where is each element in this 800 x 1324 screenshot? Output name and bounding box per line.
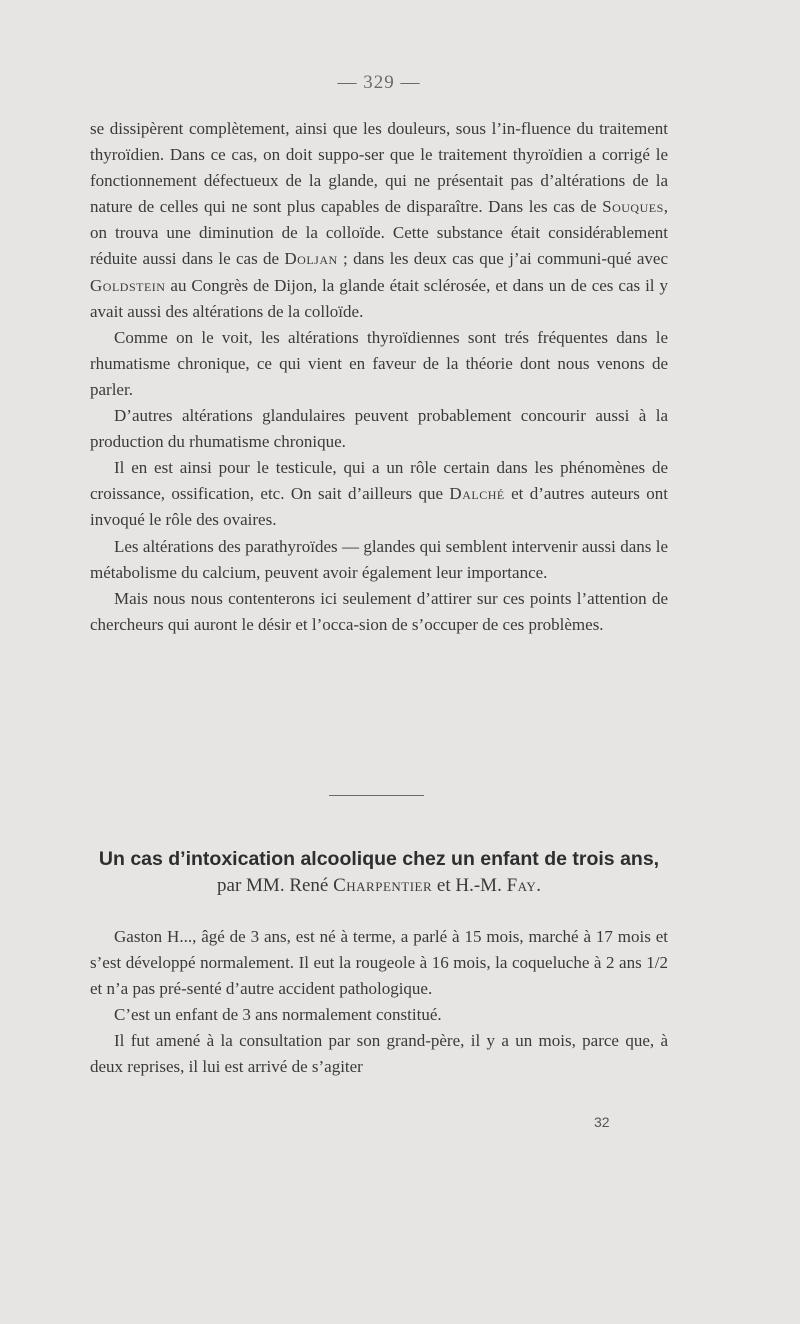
paragraph: Gaston H..., âgé de 3 ans, est né à terme, a parlé à 15 mois, marché à 17 mois et s’est développé normalement. Il eut la rougeole à 16 mois, la coqueluche à 2 ans 1/2 et n’a pas pré-senté d’autre accident pathologique. xyxy=(90,927,668,999)
paragraph: D’autres altérations glandulaires peuvent probablement concourir aussi à la production du rhumatisme chronique. xyxy=(90,406,668,452)
author-name: Fay xyxy=(506,875,537,896)
body-text-lower xyxy=(90,924,668,1081)
section-divider xyxy=(329,795,424,796)
paragraph: Les altérations des parathyroïdes — glandes qui semblent intervenir aussi dans le métabolisme du calcium, peuvent avoir également leur importance. xyxy=(90,536,668,582)
paragraph: Mais nous nous contenterons ici seulement d’attirer sur ces points l’attention de chercheurs qui auront le désir et l’occa-sion de s’occuper de ces problèmes. xyxy=(90,588,668,634)
author-name: Goldstein xyxy=(90,275,166,295)
paragraph: Il fut amené à la consultation par son grand-père, il y a un mois, parce que, à deux reprises, il lui est arrivé de s’agiter xyxy=(90,1031,668,1077)
paragraph: Comme on le voit, les altérations thyroïdiennes sont trés fréquentes dans le rhumatisme chronique, ce qui vient en faveur de la théorie dont nous venons de parler. xyxy=(90,327,668,399)
page-number: — 329 — xyxy=(337,72,421,93)
paragraph: se dissipèrent complètement, ainsi que les douleurs, sous l’in-fluence du traitement thyroïdien. Dans ce cas, on doit suppo-ser que le traitement thyroïdien a corrigé le fonctionnement défectueux de la glande, qui ne présentait pas d’altérations de la nature de celles qui ne sont plus capables de disparaître. Dans les cas de Souques, on trouva une diminution de la colloïde. Cette substance était considérablement réduite aussi dans le cas de Doljan ; dans les deux cas que j’ai communi-qué avec Goldstein au Congrès de Dijon, la glande était sclérosée, et dans un de ces cas il y avait aussi des altérations de la colloïde. xyxy=(90,119,668,321)
author-name: Dalché xyxy=(449,484,505,504)
author-name: Souques xyxy=(602,197,664,217)
author-name: Charpentier xyxy=(333,875,433,896)
signature-mark: 32 xyxy=(594,1114,610,1130)
body-text-upper xyxy=(90,116,668,638)
paragraph: Il en est ainsi pour le testicule, qui a un rôle certain dans les phénomènes de croissance, ossification, etc. On sait d’ailleurs que Dalché et d’autres auteurs ont invoqué le rôle des ovaires. xyxy=(90,458,668,530)
article-title: Un cas d’intoxication alcoolique chez un enfant de trois ans, par MM. René Charpentier et H.-M. Fay. xyxy=(98,848,660,896)
paragraph: C’est un enfant de 3 ans normalement constitué. xyxy=(114,1005,442,1025)
article-title-bold: Un cas d’intoxication alcoolique chez un enfant de trois ans, xyxy=(98,848,660,870)
author-name: Doljan xyxy=(284,249,338,269)
